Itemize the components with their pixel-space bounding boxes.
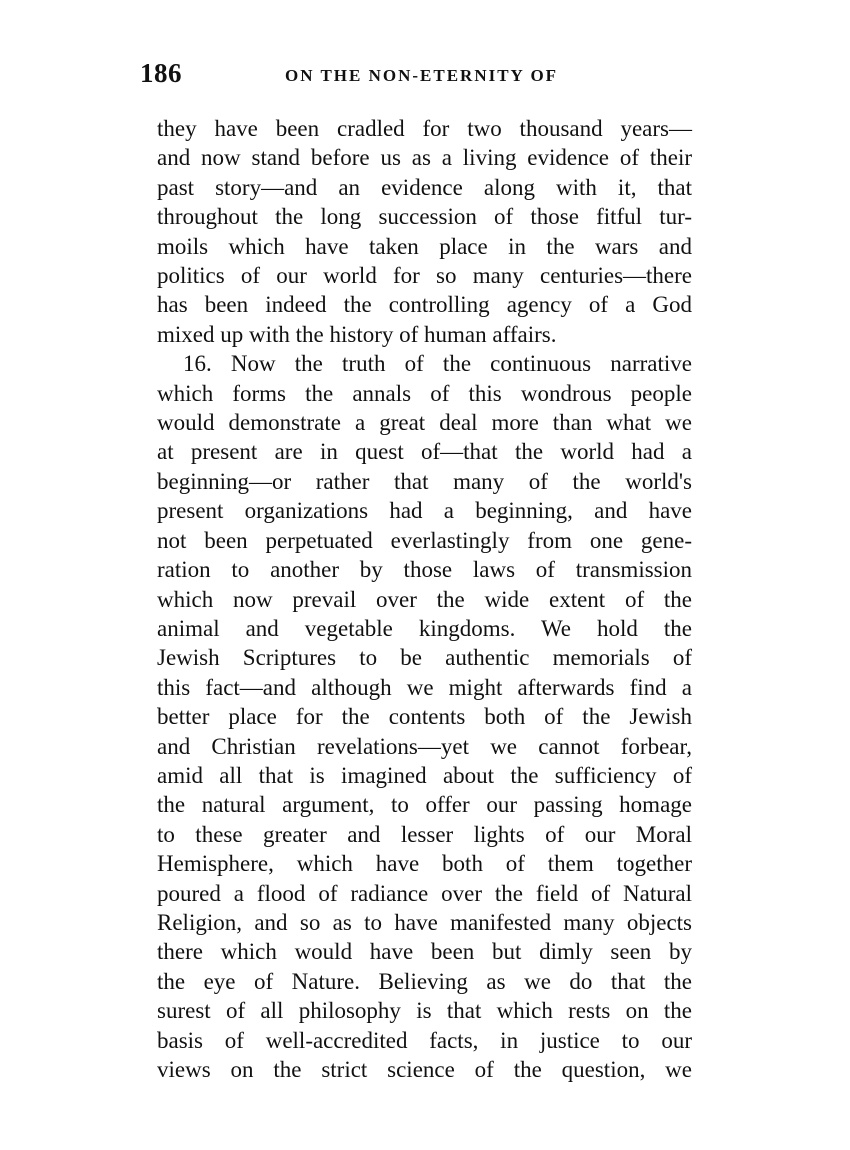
text-line: this fact—and although we might afterwards find a bbox=[157, 674, 692, 700]
text-line: animal and vegetable kingdoms. We hold the bbox=[157, 615, 692, 641]
text-line: would demonstrate a great deal more than what we bbox=[157, 410, 692, 436]
text-line: and now stand before us as a living evidence of their bbox=[157, 145, 692, 171]
text-line: the natural argument, to offer our passing homage bbox=[157, 792, 692, 818]
paragraph-start-line: 16. Now the truth of the continuous narrative bbox=[183, 351, 692, 377]
text-line: better place for the contents both of the Jewish bbox=[157, 704, 692, 730]
text-line: present organizations had a beginning, and have bbox=[157, 498, 692, 524]
text-line: amid all that is imagined about the sufficiency of bbox=[157, 762, 692, 788]
text-line: mixed up with the history of human affairs. bbox=[157, 321, 557, 347]
text-line: there which would have been but dimly seen by bbox=[157, 939, 692, 965]
text-line: poured a flood of radiance over the field of Natural bbox=[157, 880, 692, 906]
text-line: the eye of Nature. Believing as we do that the bbox=[157, 968, 692, 994]
text-line: surest of all philosophy is that which rests on the bbox=[157, 998, 692, 1024]
text-line: views on the strict science of the question, we bbox=[157, 1057, 692, 1082]
text-line: which now prevail over the wide extent of the bbox=[157, 586, 692, 612]
text-line: which forms the annals of this wondrous people bbox=[157, 380, 692, 406]
page-header bbox=[140, 58, 700, 98]
text-line: not been perpetuated everlastingly from one gene- bbox=[157, 527, 692, 553]
text-line: at present are in quest of—that the world had a bbox=[157, 439, 692, 465]
text-line: Hemisphere, which have both of them together bbox=[157, 851, 692, 877]
text-line: basis of well-accredited facts, in justice to our bbox=[157, 1027, 692, 1053]
text-line: has been indeed the controlling agency of a God bbox=[157, 292, 692, 318]
text-line: and Christian revelations—yet we cannot forbear, bbox=[157, 733, 692, 759]
running-title: ON THE NON-ETERNITY OF bbox=[285, 66, 559, 85]
text-line: Religion, and so as to have manifested many objects bbox=[157, 909, 692, 935]
text-line: past story—and an evidence along with it, that bbox=[157, 174, 692, 200]
page-number: 186 bbox=[140, 58, 182, 88]
text-line: throughout the long succession of those fitful tur- bbox=[157, 204, 692, 230]
body-text bbox=[157, 114, 692, 1084]
text-line: politics of our world for so many centuries—there bbox=[157, 263, 692, 289]
text-line: beginning—or rather that many of the world's bbox=[157, 468, 692, 494]
text-line: to these greater and lesser lights of our Moral bbox=[157, 821, 692, 847]
text-line: Jewish Scriptures to be authentic memorials of bbox=[157, 645, 692, 671]
text-line: moils which have taken place in the wars and bbox=[157, 233, 692, 259]
text-line: they have been cradled for two thousand years— bbox=[157, 116, 692, 141]
text-line: ration to another by those laws of transmission bbox=[157, 557, 692, 583]
